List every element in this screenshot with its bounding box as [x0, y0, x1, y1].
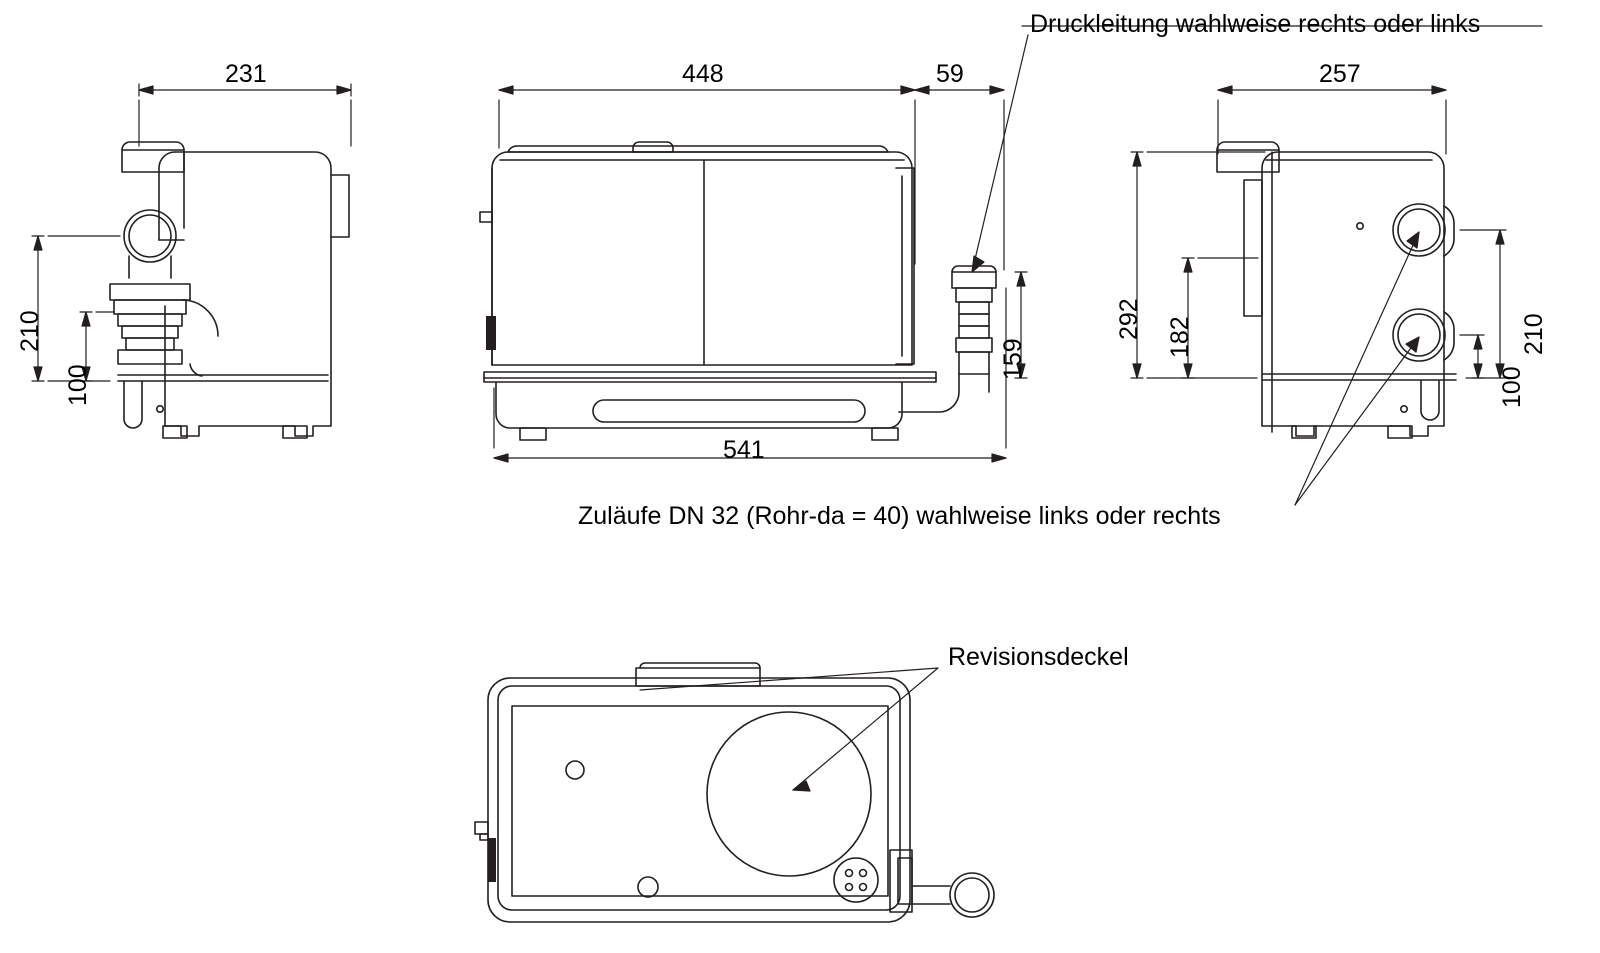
left-side-view-geometry — [110, 142, 349, 438]
dim-label-100-right: 100 — [1498, 366, 1526, 408]
dim-label-292: 292 — [1115, 298, 1143, 340]
dim-label-159: 159 — [999, 338, 1027, 380]
dim-210-right — [1460, 230, 1506, 378]
dim-label-257: 257 — [1319, 60, 1361, 88]
annotation-druckleitung: Druckleitung wahlweise rechts oder links — [1030, 10, 1481, 38]
dim-59 — [915, 86, 1004, 270]
dim-292 — [1131, 152, 1265, 378]
top-view-geometry — [475, 663, 994, 922]
annotation-revisionsdeckel: Revisionsdeckel — [948, 643, 1129, 671]
dim-label-59: 59 — [936, 60, 964, 88]
right-side-view-geometry — [1217, 142, 1456, 438]
dim-210-left — [32, 236, 120, 381]
dim-231 — [139, 84, 351, 146]
dim-label-541: 541 — [723, 436, 765, 464]
dim-label-210-right: 210 — [1520, 313, 1548, 355]
annotation-zulaeufe: Zuläufe DN 32 (Rohr-da = 40) wahlweise links oder rechts — [578, 502, 1221, 530]
leader-zulaeufe — [1295, 232, 1419, 505]
dim-257 — [1218, 86, 1446, 154]
dim-label-448: 448 — [682, 60, 724, 88]
dim-label-210-left: 210 — [16, 310, 44, 352]
front-view-geometry — [480, 142, 996, 440]
dim-label-100-left: 100 — [64, 364, 92, 406]
dim-100-right — [1460, 335, 1484, 378]
leader-druckleitung — [972, 26, 1542, 272]
dim-label-182: 182 — [1166, 316, 1194, 358]
dim-448 — [499, 86, 915, 264]
dim-label-231: 231 — [225, 60, 267, 88]
